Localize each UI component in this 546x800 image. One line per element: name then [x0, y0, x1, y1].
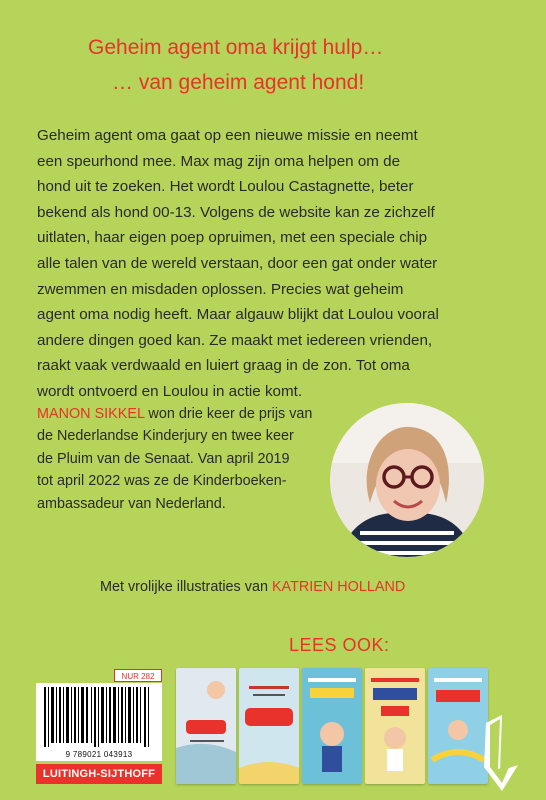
blurb-line: bekend als hond 00-13. Volgens de website kan ze zichzelf: [37, 203, 435, 221]
author-bio: [37, 403, 327, 515]
arrow-logo-icon: [480, 715, 524, 791]
related-book-cover[interactable]: [365, 668, 425, 784]
nur-code: NUR 282: [114, 669, 162, 682]
illustrations-prefix: Met vrolijke illustraties van: [100, 579, 272, 595]
blurb-line: zwemmen en misdaden oplossen. Precies wat geheim: [37, 280, 404, 298]
author-photo: [330, 403, 484, 557]
blurb-line: wordt ontvoerd en Loulou in actie komt.: [37, 382, 303, 400]
blurb-line: raakt vaak verdwaald en luiert graag in de zon. Tot oma: [37, 357, 410, 375]
tagline-line-1: Geheim agent oma krijgt hulp…: [88, 36, 384, 59]
book-cover-illustration-icon: [428, 668, 488, 784]
barcode-block: [36, 669, 162, 785]
blurb-line: uitlaten, haar eigen poep opruimen, met een speciale chip: [37, 229, 428, 247]
related-book-cover[interactable]: [239, 668, 299, 784]
publisher-name: LUITINGH-SIJTHOFF: [36, 764, 162, 784]
illustrations-credit: [100, 579, 405, 595]
bio-line-rest: won drie keer de prijs van: [144, 406, 313, 422]
bio-line: ambassadeur van Nederland.: [37, 495, 226, 512]
bio-line: tot april 2022 was ze de Kinderboeken-: [37, 473, 287, 490]
book-cover-illustration-icon: [302, 668, 362, 784]
blurb-line: agent oma nodig heeft. Maar algauw blijkt dat Loulou vooral: [37, 306, 439, 324]
blurb-line: alle talen van de wereld verstaan, door een gat onder water: [37, 254, 438, 272]
blurb-text: [37, 123, 517, 405]
blurb-line: een speurhond mee. Max mag zijn oma helpen om de: [37, 152, 401, 170]
related-book-cover[interactable]: [428, 668, 488, 784]
lees-ook-heading: LEES OOK:: [289, 635, 390, 655]
book-cover-illustration-icon: [365, 668, 425, 784]
blurb-line: Geheim agent oma gaat op een nieuwe missie en neemt: [37, 127, 418, 144]
barcode-area: [36, 683, 162, 749]
publisher-logo: [480, 715, 524, 791]
related-book-cover[interactable]: [176, 668, 236, 784]
bio-line: de Pluim van de Senaat. Van april 2019: [37, 450, 290, 467]
tagline-line-2: … van geheim agent hond!: [112, 71, 365, 94]
book-cover-illustration-icon: [176, 668, 236, 784]
related-book-cover[interactable]: [302, 668, 362, 784]
bio-line: [37, 403, 327, 425]
related-books: [176, 668, 486, 788]
illustrator-name: KATRIEN HOLLAND: [271, 579, 406, 595]
blurb-line: andere dingen goed kan. Ze maakt met iedereen vrienden,: [37, 331, 433, 349]
barcode-icon: [36, 683, 162, 749]
bio-line: de Nederlandse Kinderjury en twee keer: [37, 428, 294, 445]
book-cover-illustration-icon: [239, 668, 299, 784]
barcode-number: 9 789021 043913: [36, 749, 162, 761]
author-portrait-icon: [330, 403, 484, 557]
author-name: MANON SIKKEL: [37, 406, 145, 422]
blurb-line: hond uit te zoeken. Het wordt Loulou Castagnette, beter: [37, 178, 414, 196]
